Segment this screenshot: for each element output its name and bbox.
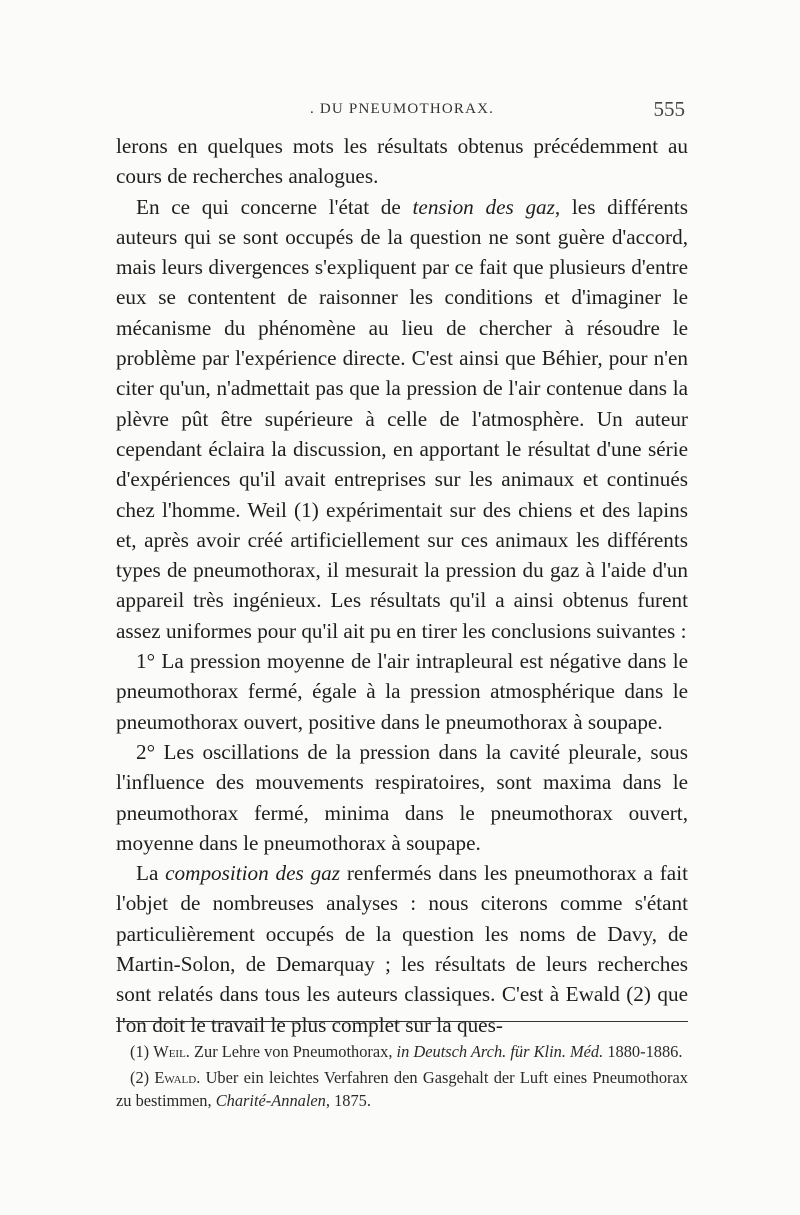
footnote-1-title: . Zur Lehre von Pneumothorax, xyxy=(185,1042,397,1061)
footnote-2-year: , 1875. xyxy=(325,1091,371,1110)
conclusion-item-2-label: 2° xyxy=(136,739,156,764)
conclusion-item-2 xyxy=(116,737,688,858)
running-head xyxy=(115,97,685,127)
footnote-2 xyxy=(116,1066,688,1112)
gas-composition-intro: La xyxy=(136,861,166,886)
footnote-2-title: . Uber ein leichtes Verfahren den Gasgehalt der Luft eines Pneumothorax zu bestimmen, xyxy=(116,1068,688,1110)
conclusion-item-1-text: La pression moyenne de l'air intrapleural est négative dans le pneumothorax fermé, égale à la pression atmosphérique dans le pneumothorax ouvert, positive dans le pneumothorax à soupape. xyxy=(116,649,688,734)
footnote-1-author: Weil xyxy=(153,1042,186,1061)
footnote-1-years: 1880-1886. xyxy=(603,1042,683,1061)
gas-tension-text: , les différents auteurs qui se sont occupés de la question ne sont guère d'accord, mais leurs divergences s'expliquent par ce fait que plusieurs d'entre eux se contentent de raisonner les conditions et d'imaginer le mécanisme du phénomène au lieu de chercher à résoudre le problème par l'expérience directe. C'est ainsi que Béhier, pour n'en citer qu'un, n'admettait pas que la pression de l'air contenue dans la plèvre pût être supérieure à celle de l'atmosphère. Un auteur cependant éclaira la discussion, en apportant le résultat d'une série d'expériences qu'il avait entreprises sur les animaux et continués chez l'homme. Weil (1) expérimentait sur des chiens et des lapins et, après avoir créé artificiellement sur ces animaux les différents types de pneumothorax, il mesurait la pression du gaz à l'aide d'un appareil très ingénieux. Les résultats qu'il a ainsi obtenus furent assez uniformes pour qu'il ait pu en tirer les conclusions suivantes : xyxy=(116,194,688,643)
running-title: . DU PNEUMOTHORAX. xyxy=(310,101,495,117)
gas-composition-text: renfermés dans les pneumothorax a fait l'objet de nombreuses analyses : nous citerons comme s'étant particulièrement occupés de la question les noms de Davy, de Martin-Solon, de Demarquay ; les résultats de leurs recherches sont relatés dans tous les auteurs classiques. C'est à Ewald (2) que l'on doit le travail le plus complet sur la ques- xyxy=(116,861,688,1037)
conclusion-item-1-label: 1° xyxy=(136,649,156,674)
footnote-2-author: Ewald xyxy=(154,1068,197,1087)
gas-tension-intro: En ce qui concerne l'état de xyxy=(136,194,413,219)
body-text xyxy=(116,131,688,1040)
paragraph-continuation xyxy=(116,131,688,192)
footnote-1 xyxy=(116,1040,688,1063)
page-number: 555 xyxy=(653,97,685,121)
paragraph-continuation-text: lerons en quelques mots les résultats obtenus précédemment au cours de recherches analogues. xyxy=(116,134,688,189)
conclusion-item-1 xyxy=(116,646,688,737)
footnote-1-number: (1) xyxy=(130,1042,154,1061)
gas-tension-term: tension des gaz xyxy=(412,194,555,219)
footnotes xyxy=(116,1040,688,1115)
footnote-2-source: Charité-Annalen xyxy=(215,1091,326,1110)
paragraph-gas-composition xyxy=(116,858,688,1040)
footnote-2-number: (2) xyxy=(130,1068,155,1087)
conclusion-item-2-text: Les oscillations de la pression dans la cavité pleurale, sous l'influence des mouvements respiratoires, sont maxima dans le pneumothorax fermé, minima dans le pneumothorax ouvert, moyenne dans le pneumothorax à soupape. xyxy=(116,739,688,855)
footnote-1-source: in Deutsch Arch. für Klin. Méd. xyxy=(396,1042,604,1061)
footnote-divider xyxy=(116,1021,688,1022)
paragraph-gas-tension xyxy=(116,192,688,646)
gas-composition-term: composition des gaz xyxy=(165,861,341,886)
